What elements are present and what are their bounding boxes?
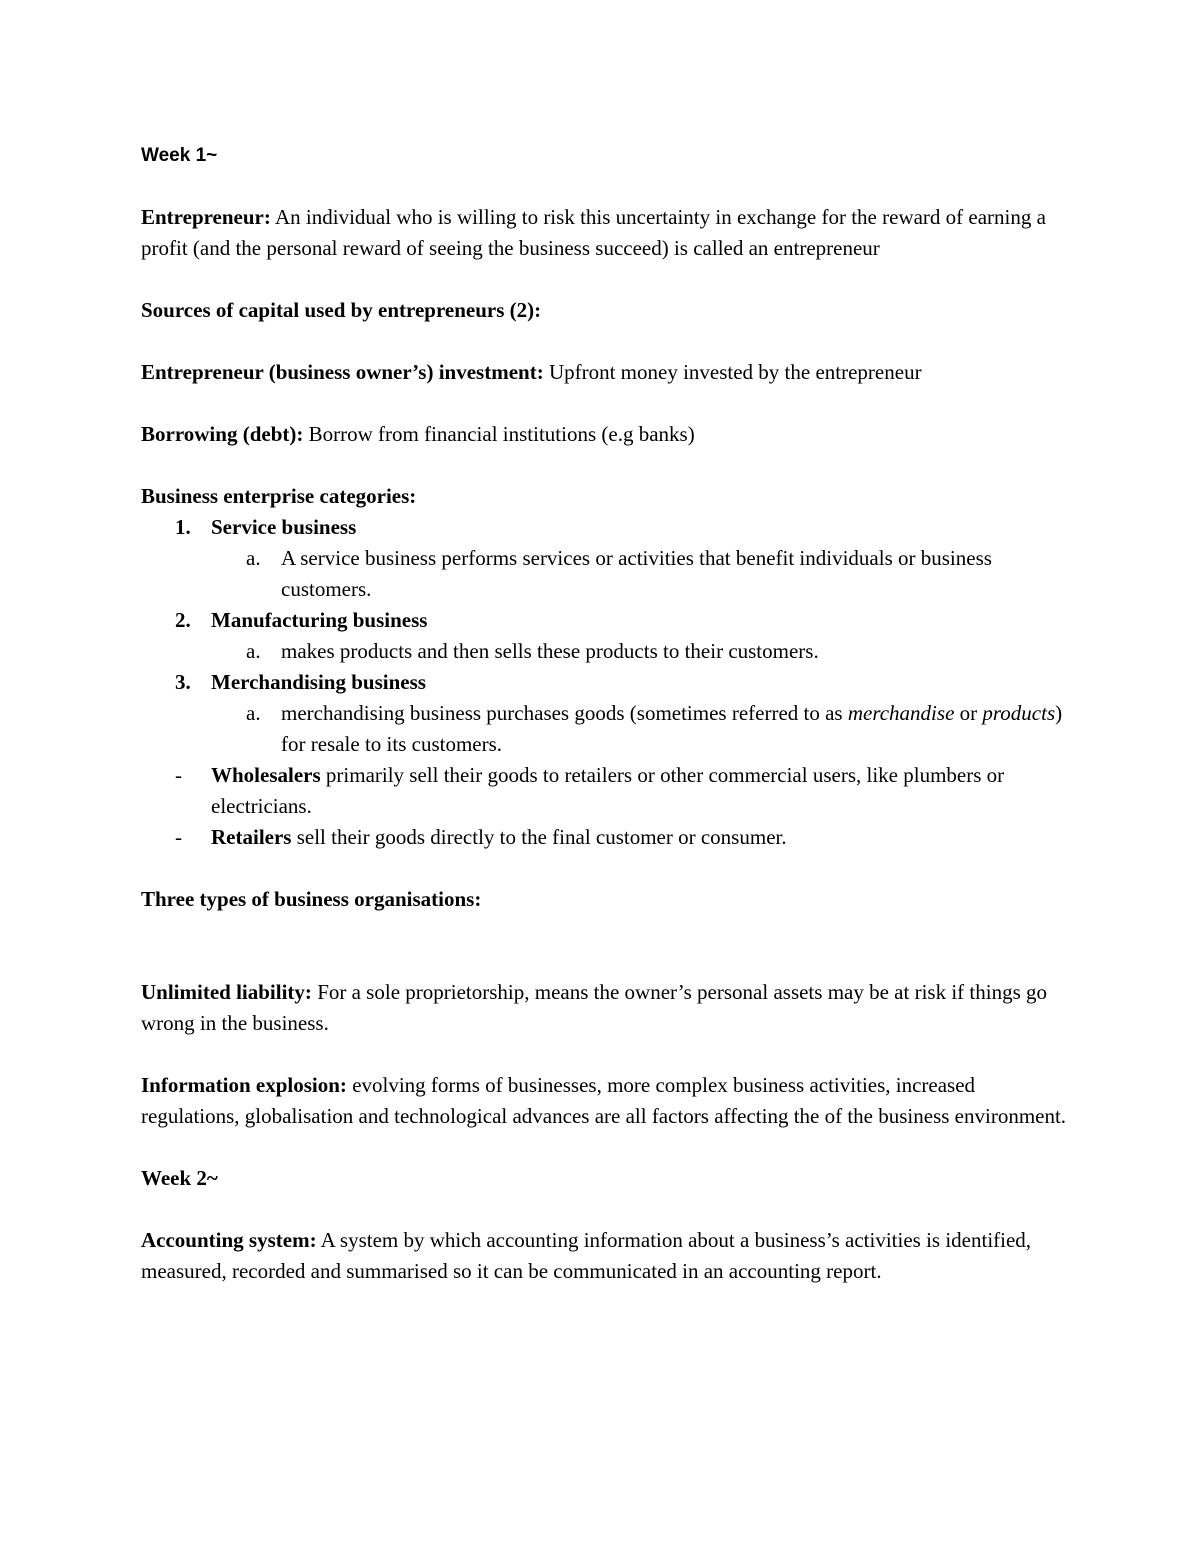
category-title: Service business: [211, 515, 357, 539]
information-explosion-definition: evolving forms of businesses, more complex business activities, increased regulations, globalisation and technological advances are all factors affecting the of the business environment.: [141, 1073, 1067, 1128]
sub-item-text: merchandising business purchases goods (sometimes referred to as: [281, 701, 848, 725]
sources-heading: [141, 295, 1071, 326]
category-number: 3.: [175, 670, 191, 694]
org-types-heading: [141, 884, 1071, 915]
owner-investment-term: Entrepreneur (business owner’s) investment:: [141, 360, 544, 384]
category-item: [141, 512, 1071, 605]
sub-item-text: makes products and then sells these products to their customers.: [281, 639, 819, 663]
entrepreneur-definition: An individual who is willing to risk this uncertainty in exchange for the reward of earning a profit (and the personal reward of seeing the business succeed) is called an entrepreneur: [141, 205, 1046, 260]
unlimited-liability-term: Unlimited liability:: [141, 980, 312, 1004]
owner-investment-definition: Upfront money invested by the entrepreneur: [543, 360, 922, 384]
category-item: [141, 605, 1071, 667]
categories-list: [141, 512, 1071, 760]
owner-investment-paragraph: [141, 357, 1071, 388]
category-title: Merchandising business: [211, 670, 426, 694]
category-sub-item: [211, 636, 1071, 667]
week2-heading: [141, 1163, 1071, 1194]
dash-mark: -: [175, 763, 182, 787]
borrowing-paragraph: [141, 419, 1071, 450]
information-explosion-paragraph: [141, 1070, 1071, 1132]
sub-item-letter: a.: [246, 546, 261, 570]
entrepreneur-term: Entrepreneur:: [141, 205, 271, 229]
borrowing-definition: Borrow from financial institutions (e.g banks): [303, 422, 695, 446]
sub-item-italic: products: [982, 701, 1056, 725]
sub-item-letter: a.: [246, 639, 261, 663]
category-title: Manufacturing business: [211, 608, 428, 632]
accounting-system-definition: A system by which accounting information about a business’s activities is identified, measured, recorded and summarised so it can be communicated in an accounting report.: [141, 1228, 1032, 1283]
org-types-heading-text: Three types of business organisations:: [141, 887, 482, 911]
dash-list: [141, 760, 1071, 853]
sub-item-letter: a.: [246, 701, 261, 725]
categories-heading-text: Business enterprise categories:: [141, 484, 417, 508]
dash-item-term: Retailers: [211, 825, 292, 849]
category-sub-list: [211, 636, 1071, 667]
week1-heading: Week 1~: [141, 145, 218, 166]
accounting-system-term: Accounting system:: [141, 1228, 317, 1252]
dash-mark: -: [175, 825, 182, 849]
category-sub-item: [211, 698, 1071, 760]
dash-item: [141, 760, 1071, 822]
document-page: [141, 140, 1071, 1287]
dash-item-text: primarily sell their goods to retailers or other commercial users, like plumbers or electricians.: [211, 763, 1005, 818]
category-number: 2.: [175, 608, 191, 632]
entrepreneur-paragraph: [141, 202, 1071, 264]
category-sub-list: [211, 543, 1071, 605]
dash-item-text: sell their goods directly to the final customer or consumer.: [291, 825, 787, 849]
week2-heading-text: Week 2~: [141, 1166, 218, 1190]
unlimited-liability-paragraph: [141, 977, 1071, 1039]
sub-item-text: A service business performs services or activities that benefit individuals or business customers.: [281, 546, 992, 601]
sub-item-text: or: [954, 701, 983, 725]
unlimited-liability-definition: For a sole proprietorship, means the owner’s personal assets may be at risk if things go wrong in the business.: [141, 980, 1047, 1035]
information-explosion-term: Information explosion:: [141, 1073, 347, 1097]
dash-item: [141, 822, 1071, 853]
category-item: [141, 667, 1071, 760]
borrowing-term: Borrowing (debt):: [141, 422, 304, 446]
category-number: 1.: [175, 515, 191, 539]
sub-item-text: ) for resale to its customers.: [281, 701, 1063, 756]
categories-heading: [141, 481, 1071, 512]
sources-heading-text: Sources of capital used by entrepreneurs (2):: [141, 298, 542, 322]
sub-item-italic: merchandise: [847, 701, 955, 725]
category-sub-item: [211, 543, 1071, 605]
category-sub-list: [211, 698, 1071, 760]
dash-item-term: Wholesalers: [211, 763, 321, 787]
accounting-system-paragraph: [141, 1225, 1071, 1287]
